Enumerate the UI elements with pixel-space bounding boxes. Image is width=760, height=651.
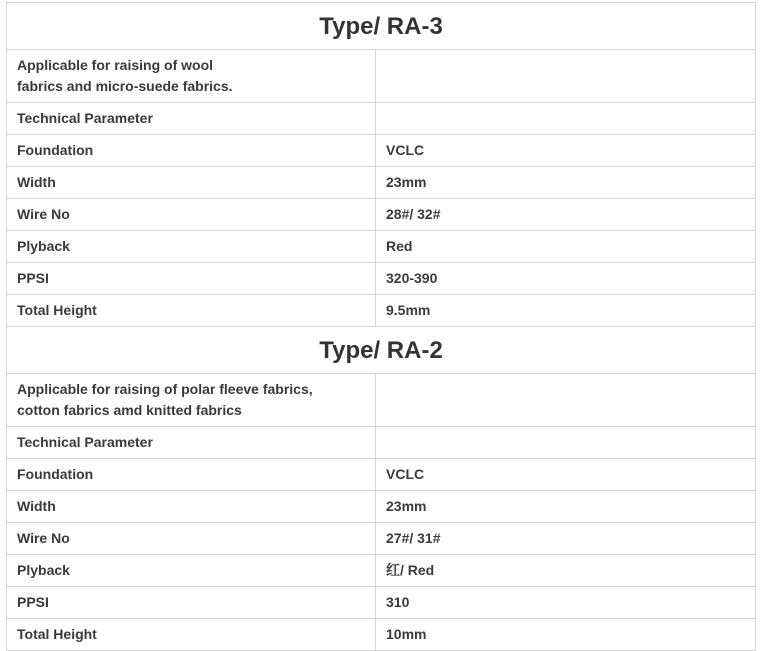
table-row xyxy=(7,587,756,619)
param-label: Wire No xyxy=(7,199,376,231)
param-value: Red xyxy=(376,231,756,263)
section-title: Type/ RA-3 xyxy=(7,3,756,50)
param-value: 红/ Red xyxy=(376,555,756,587)
param-value: 23mm xyxy=(376,167,756,199)
param-label: Total Height xyxy=(7,619,376,651)
table-row xyxy=(7,295,756,327)
table-row xyxy=(7,523,756,555)
empty-cell xyxy=(376,50,756,103)
description-line: cotton fabrics amd knitted fabrics xyxy=(17,402,242,418)
param-label: PPSI xyxy=(7,587,376,619)
table-row xyxy=(7,555,756,587)
param-value: 28#/ 32# xyxy=(376,199,756,231)
param-label: Wire No xyxy=(7,523,376,555)
param-label: Width xyxy=(7,491,376,523)
param-label: Plyback xyxy=(7,231,376,263)
parameter-header: Technical Parameter xyxy=(7,103,376,135)
description-row xyxy=(7,374,756,427)
table-row xyxy=(7,263,756,295)
description-line: Applicable for raising of wool xyxy=(17,57,214,73)
param-label: PPSI xyxy=(7,263,376,295)
table-row xyxy=(7,167,756,199)
param-label: Plyback xyxy=(7,555,376,587)
table-row xyxy=(7,459,756,491)
parameter-header-row xyxy=(7,103,756,135)
section-title: Type/ RA-2 xyxy=(7,327,756,374)
description-cell xyxy=(7,374,376,427)
param-value: VCLC xyxy=(376,135,756,167)
description-cell xyxy=(7,50,376,103)
table-row xyxy=(7,231,756,263)
param-value: 27#/ 31# xyxy=(376,523,756,555)
param-value: 10mm xyxy=(376,619,756,651)
description-line: Applicable for raising of polar fleeve fabrics, xyxy=(17,381,313,397)
param-value: 23mm xyxy=(376,491,756,523)
description-row xyxy=(7,50,756,103)
empty-cell xyxy=(376,427,756,459)
description-line: fabrics and micro-suede fabrics. xyxy=(17,78,233,94)
section-title-row xyxy=(7,3,756,50)
spec-sheet xyxy=(6,2,755,651)
table-row xyxy=(7,491,756,523)
param-value: 310 xyxy=(376,587,756,619)
table-row xyxy=(7,135,756,167)
param-value: 320-390 xyxy=(376,263,756,295)
param-label: Width xyxy=(7,167,376,199)
table-row xyxy=(7,199,756,231)
param-value: VCLC xyxy=(376,459,756,491)
param-label: Foundation xyxy=(7,459,376,491)
parameter-header: Technical Parameter xyxy=(7,427,376,459)
parameter-header-row xyxy=(7,427,756,459)
table-row xyxy=(7,619,756,651)
param-label: Foundation xyxy=(7,135,376,167)
param-value: 9.5mm xyxy=(376,295,756,327)
spec-table xyxy=(6,2,756,651)
empty-cell xyxy=(376,374,756,427)
param-label: Total Height xyxy=(7,295,376,327)
empty-cell xyxy=(376,103,756,135)
section-title-row xyxy=(7,327,756,374)
